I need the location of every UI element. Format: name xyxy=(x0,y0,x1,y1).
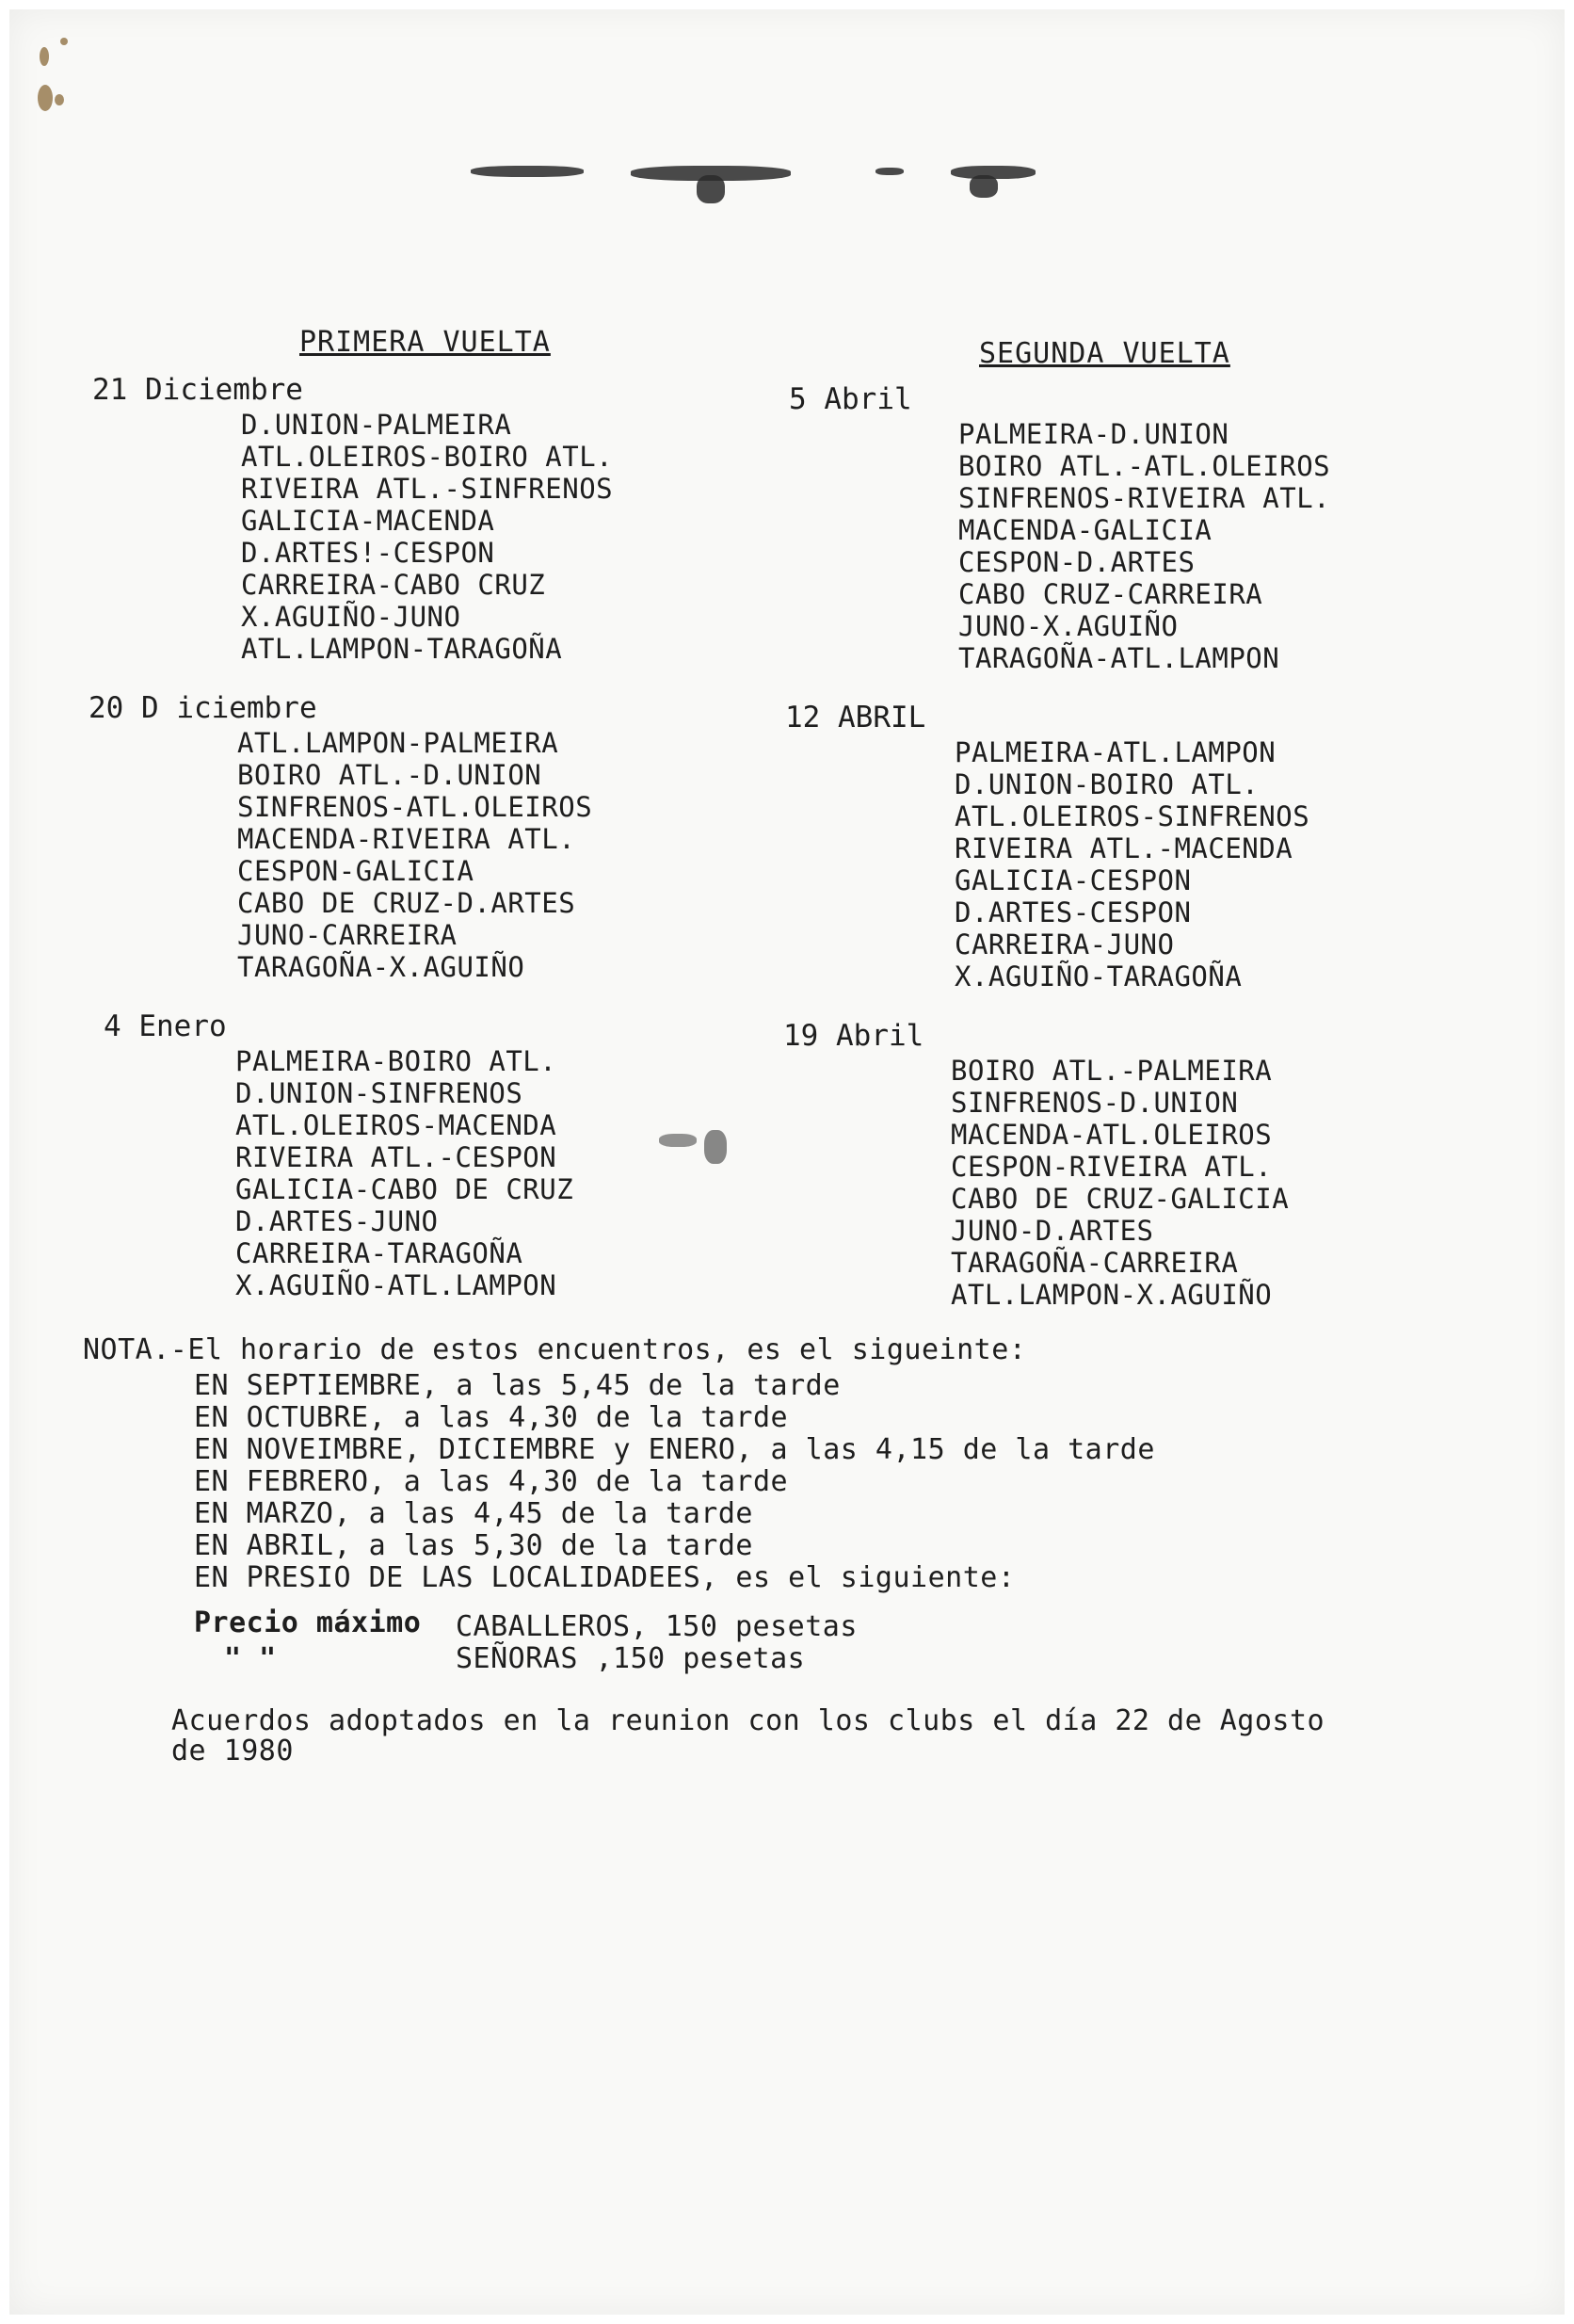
rust-stain xyxy=(55,94,64,105)
match-line: BOIRO ATL.-D.UNION xyxy=(237,759,542,791)
footer-line: Acuerdos adoptados en la reunion con los clubs el día 22 de Agosto xyxy=(171,1704,1325,1737)
schedule-line: EN FEBRERO, a las 4,30 de la tarde xyxy=(194,1465,789,1498)
match-line: CABO CRUZ-CARREIRA xyxy=(958,578,1263,610)
match-line: BOIRO ATL.-PALMEIRA xyxy=(951,1055,1273,1087)
match-list xyxy=(951,1055,1289,1311)
rust-stain xyxy=(40,47,49,66)
match-line: X.AGUIÑO-JUNO xyxy=(241,601,461,633)
match-line: CARREIRA-CABO CRUZ xyxy=(241,569,546,601)
match-line: ATL.LAMPON-PALMEIRA xyxy=(237,727,559,759)
match-list xyxy=(241,409,613,665)
match-line: SINFRENOS-D.UNION xyxy=(951,1087,1239,1119)
ink-smudge xyxy=(704,1130,727,1164)
match-list xyxy=(955,736,1309,993)
schedule-line: EN PRESIO DE LAS LOCALIDADEES, es el siguiente: xyxy=(194,1561,1016,1594)
match-line: GALICIA-CESPON xyxy=(955,864,1192,896)
price-women: SEÑORAS ,150 pesetas xyxy=(456,1642,806,1675)
match-line: D.ARTES-CESPON xyxy=(955,896,1192,928)
match-line: CESPON-RIVEIRA ATL. xyxy=(951,1151,1273,1183)
match-line: RIVEIRA ATL.-MACENDA xyxy=(955,832,1293,864)
ink-smudge xyxy=(970,175,998,198)
match-line: TARAGOÑA-CARREIRA xyxy=(951,1247,1239,1279)
ink-smudge xyxy=(697,175,725,203)
round-date: 12 ABRIL xyxy=(785,701,926,734)
schedule-line: EN MARZO, a las 4,45 de la tarde xyxy=(194,1497,753,1530)
round-date: 19 Abril xyxy=(783,1019,924,1053)
price-men: CABALLEROS, 150 pesetas xyxy=(456,1610,858,1643)
match-line: CESPON-D.ARTES xyxy=(958,546,1196,578)
match-line: RIVEIRA ATL.-CESPON xyxy=(235,1141,557,1173)
match-line: TARAGOÑA-X.AGUIÑO xyxy=(237,951,525,983)
match-line: D.ARTES-JUNO xyxy=(235,1205,439,1237)
match-line: MACENDA-GALICIA xyxy=(958,514,1213,546)
match-line: GALICIA-MACENDA xyxy=(241,505,495,537)
match-line: PALMEIRA-BOIRO ATL. xyxy=(235,1045,557,1077)
segunda-vuelta-title: SEGUNDA VUELTA xyxy=(979,337,1230,370)
ditto-marks: " " xyxy=(224,1642,277,1675)
schedule-line: EN OCTUBRE, a las 4,30 de la tarde xyxy=(194,1401,789,1434)
match-line: BOIRO ATL.-ATL.OLEIROS xyxy=(958,450,1331,482)
match-line: D.UNION-PALMEIRA xyxy=(241,409,512,441)
match-line: CABO DE CRUZ-GALICIA xyxy=(951,1183,1290,1215)
match-list xyxy=(237,727,592,983)
ink-smudge xyxy=(659,1134,697,1147)
match-line: JUNO-X.AGUIÑO xyxy=(958,610,1179,642)
round-date: 20 D iciembre xyxy=(88,691,317,725)
schedule-line: EN NOVEIMBRE, DICIEMBRE y ENERO, a las 4,15 de la tarde xyxy=(194,1433,1155,1466)
match-line: CESPON-GALICIA xyxy=(237,855,474,887)
primera-vuelta-title: PRIMERA VUELTA xyxy=(299,326,551,359)
match-line: ATL.LAMPON-TARAGOÑA xyxy=(241,633,563,665)
match-line: PALMEIRA-ATL.LAMPON xyxy=(955,736,1277,768)
match-list xyxy=(235,1045,573,1301)
schedule-line: EN ABRIL, a las 5,30 de la tarde xyxy=(194,1529,753,1562)
match-line: ATL.LAMPON-X.AGUIÑO xyxy=(951,1279,1273,1311)
match-line: X.AGUIÑO-TARAGOÑA xyxy=(955,960,1243,993)
schedule-line: EN SEPTIEMBRE, a las 5,45 de la tarde xyxy=(194,1369,841,1402)
match-line: RIVEIRA ATL.-SINFRENOS xyxy=(241,473,614,505)
match-line: CARREIRA-TARAGOÑA xyxy=(235,1237,523,1269)
round-date: 4 Enero xyxy=(104,1009,227,1043)
match-line: CARREIRA-JUNO xyxy=(955,928,1175,960)
match-list xyxy=(958,418,1330,674)
match-line: MACENDA-RIVEIRA ATL. xyxy=(237,823,576,855)
match-line: JUNO-CARREIRA xyxy=(237,919,458,951)
rust-stain xyxy=(38,85,53,111)
match-line: X.AGUIÑO-ATL.LAMPON xyxy=(235,1269,557,1301)
footer-line: de 1980 xyxy=(171,1735,294,1767)
match-line: CABO DE CRUZ-D.ARTES xyxy=(237,887,576,919)
match-line: TARAGOÑA-ATL.LAMPON xyxy=(958,642,1280,674)
match-line: ATL.OLEIROS-SINFRENOS xyxy=(955,800,1310,832)
nota-intro: NOTA.-El horario de estos encuentros, es el sigueinte: xyxy=(83,1333,1027,1366)
match-line: D.UNION-SINFRENOS xyxy=(235,1077,523,1109)
ink-smudge xyxy=(471,166,584,177)
match-line: PALMEIRA-D.UNION xyxy=(958,418,1229,450)
match-line: ATL.OLEIROS-BOIRO ATL. xyxy=(241,441,614,473)
match-line: GALICIA-CABO DE CRUZ xyxy=(235,1173,574,1205)
round-date: 5 Abril xyxy=(789,382,912,416)
ink-smudge xyxy=(875,168,904,175)
round-date: 21 Diciembre xyxy=(92,373,303,407)
match-line: MACENDA-ATL.OLEIROS xyxy=(951,1119,1273,1151)
match-line: SINFRENOS-ATL.OLEIROS xyxy=(237,791,593,823)
match-line: D.ARTES!-CESPON xyxy=(241,537,495,569)
match-line: ATL.OLEIROS-MACENDA xyxy=(235,1109,557,1141)
match-line: SINFRENOS-RIVEIRA ATL. xyxy=(958,482,1331,514)
match-line: D.UNION-BOIRO ATL. xyxy=(955,768,1260,800)
price-label: Precio máximo xyxy=(194,1606,422,1639)
rust-stain xyxy=(60,38,68,45)
match-line: JUNO-D.ARTES xyxy=(951,1215,1154,1247)
